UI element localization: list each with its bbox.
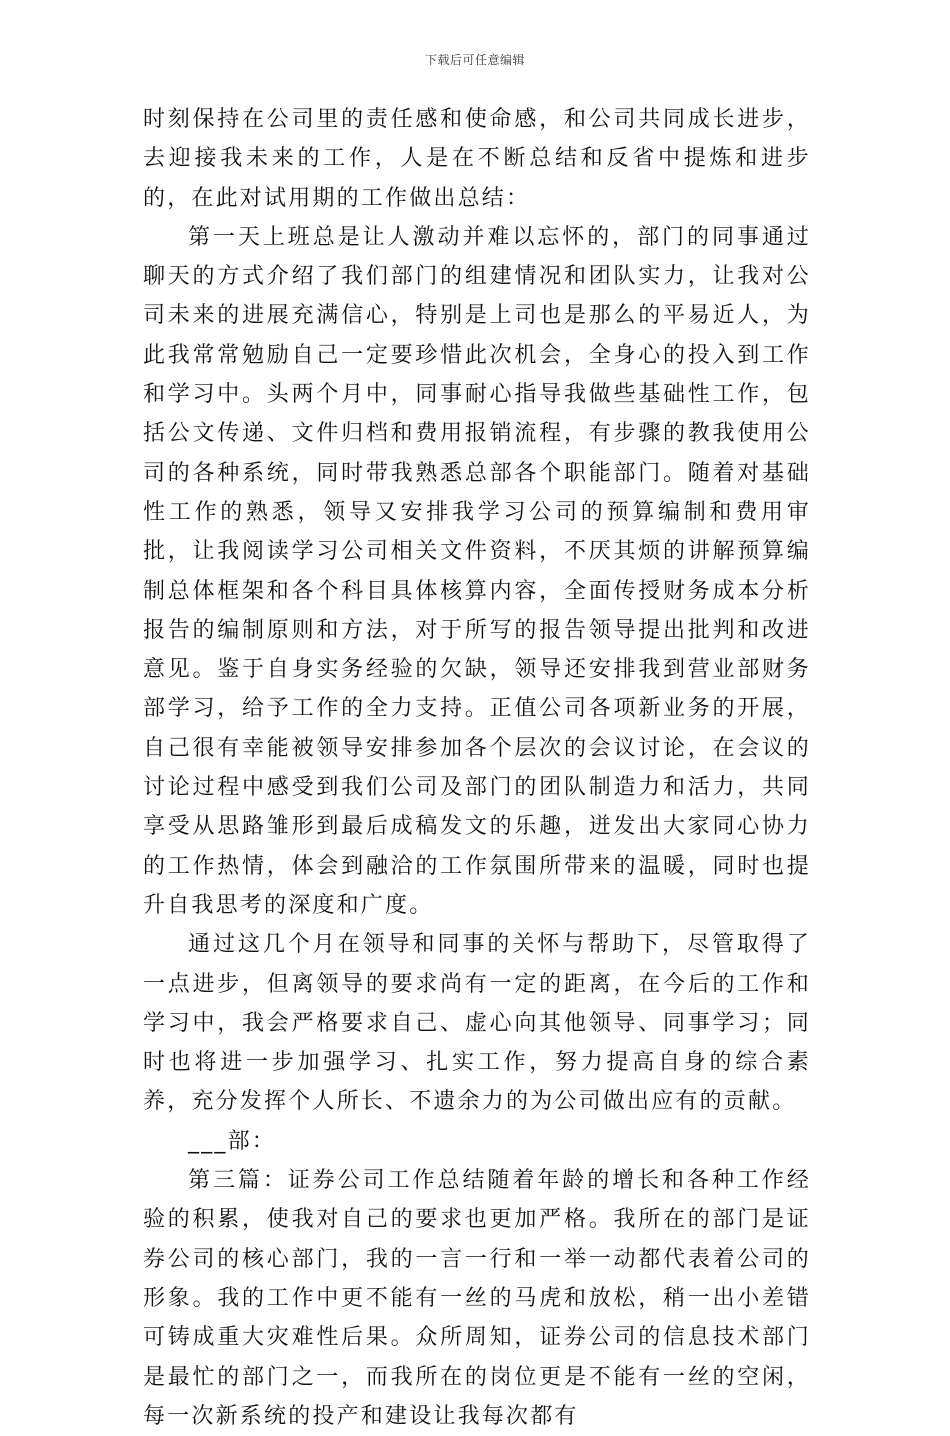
paragraph-part-three: 第三篇：证券公司工作总结随着年龄的增长和各种工作经验的积累，使我对自己的要求也更加严格。我所在的部门是证券公司的核心部门，我的一言一行和一举一动都代表着公司的形象。我的工作中更不能有一丝的马虎和放松，稍一出小差错可铸成重大灾难性后果。众所周知，证券公司的信息技术部门是最忙的部门之一，而我所在的岗位更是不能有一丝的空闲，每一次新系统的投产和建设让我每次都有 — [143, 1168, 811, 1429]
paragraph-first-day: 第一天上班总是让人激动并难以忘怀的，部门的同事通过聊天的方式介绍了我们部门的组建情况和团队实力，让我对公司未来的进展充满信心，特别是上司也是那么的平易近人，为此我常常勉励自己一定要珍惜此次机会，全身心的投入到工作和学习中。头两个月中，同事耐心指导我做些基础性工作，包括公文传递、文件归档和费用报销流程，有步骤的教我使用公司的各种系统，同时带我熟悉总部各个职能部门。随着对基础性工作的熟悉，领导又安排我学习公司的预算编制和费用审批，让我阅读学习公司相关文件资料，不厌其烦的讲解预算编制总体框架和各个科目具体核算内容，全面传授财务成本分析报告的编制原则和方法，对于所写的报告领导提出批判和改进意见。鉴于自身实务经验的欠缺，领导还安排我到营业部财务部学习，给予工作的全力支持。正值公司各项新业务的开展，自己很有幸能被领导安排参加各个层次的会议讨论，在会议的讨论过程中感受到我们公司及部门的团队制造力和活力，共同享受从思路雏形到最后成稿发文的乐趣，迸发出大家同心协力的工作热情，体会到融洽的工作氛围所带来的温暖，同时也提升自我思考的深度和广度。 — [143, 224, 811, 918]
paragraph-department-signature: ___部： — [188, 1128, 277, 1154]
paragraph-intro: 时刻保持在公司里的责任感和使命感，和公司共同成长进步，去迎接我未来的工作，人是在不断总结和反省中提炼和进步的，在此对试用期的工作做出总结： — [143, 107, 811, 211]
document-body — [143, 100, 811, 1436]
paragraph-conclusion: 通过这几个月在领导和同事的关怀与帮助下，尽管取得了一点进步，但离领导的要求尚有一定的距离，在今后的工作和学习中，我会严格要求自己、虚心向其他领导、同事学习；同时也将进一步加强学习、扎实工作，努力提高自身的综合素养，充分发挥个人所长、不遗余力的为公司做出应有的贡献。 — [143, 932, 811, 1115]
page-header: 下载后可任意编辑 — [424, 53, 525, 67]
